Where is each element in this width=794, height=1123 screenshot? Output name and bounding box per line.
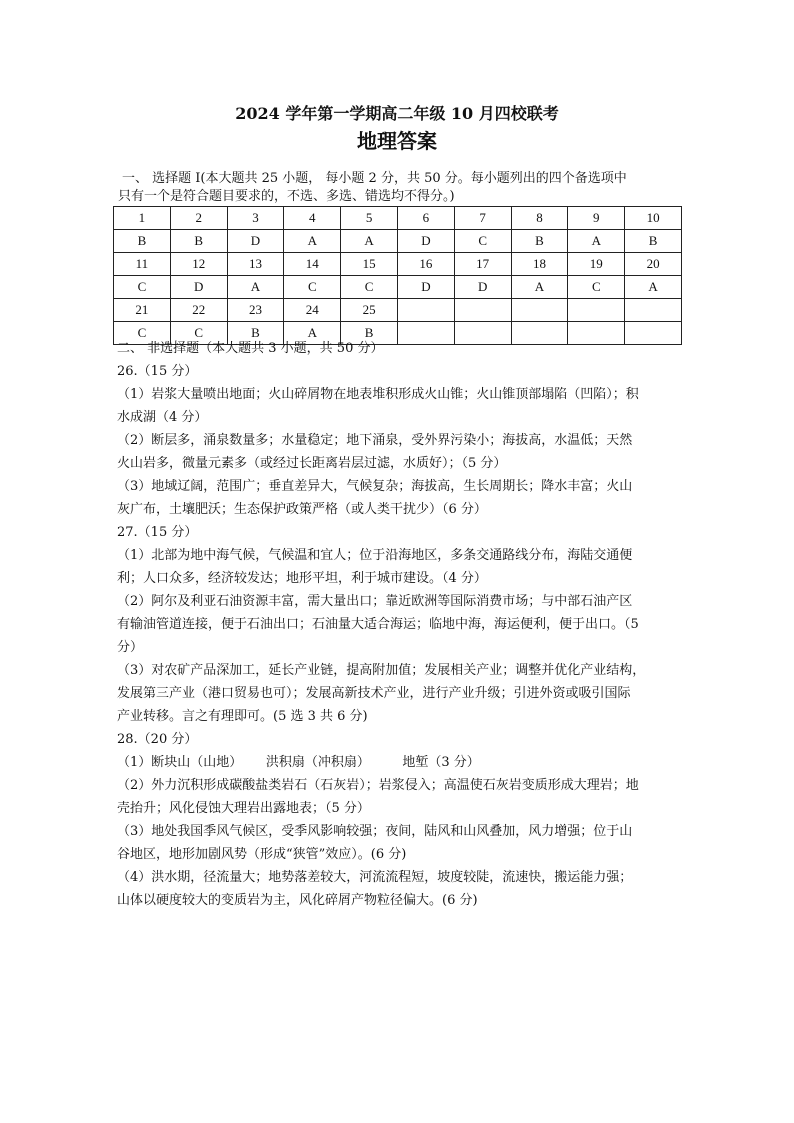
q27-answer3-line2: 发展第三产业（港口贸易也可）；发展高新技术产业，进行产业升级；引进外资或吸引国际 [117, 686, 631, 701]
q27-answer1-line2: 利；人口众多，经济较发达；地形平坦，利于城市建设。（4 分） [117, 571, 487, 586]
question-number-cell: 14 [284, 253, 341, 276]
question-number-cell [568, 299, 625, 322]
question-number-cell: 25 [341, 299, 398, 322]
question-number-cell: 15 [341, 253, 398, 276]
answer-cell: A [284, 230, 341, 253]
answer-table-row [114, 207, 682, 230]
answer-cell: D [170, 276, 227, 299]
q28-answer1: （1）断块山（山地） 洪积扇（冲积扇） 地堑（3 分） [117, 755, 480, 770]
answer-cell: B [625, 230, 682, 253]
answer-cell: B [511, 230, 568, 253]
section1-intro-line2: 只有一个是符合题目要求的，不选、多选、错选均不得分。) [118, 189, 455, 204]
section2 [117, 337, 683, 912]
question-number-cell [511, 299, 568, 322]
question-number-cell: 23 [227, 299, 284, 322]
q26-answer3-line1: （3）地域辽阔，范围广；垂直差异大，气候复杂；海拔高，生长周期长；降水丰富；火山 [117, 479, 633, 494]
question-number-cell: 8 [511, 207, 568, 230]
question-number-cell: 24 [284, 299, 341, 322]
q27-answer3-line3: 产业转移。言之有理即可。(5 选 3 共 6 分) [117, 709, 368, 724]
question-number-cell: 12 [170, 253, 227, 276]
question-number-cell [397, 299, 454, 322]
question-number-cell: 3 [227, 207, 284, 230]
answer-cell: D [454, 276, 511, 299]
q26-answer2-line1: （2）断层多，涌泉数量多；水量稳定；地下涌泉，受外界污染小；海拔高，水温低；天然 [117, 433, 633, 448]
q26-heading: 26.（15 分） [117, 364, 198, 379]
answer-table-row [114, 253, 682, 276]
question-number-cell: 10 [625, 207, 682, 230]
q27-answer1-line1: （1）北部为地中海气候，气候温和宜人；位于沿海地区，多条交通路线分布，海陆交通便 [117, 548, 633, 563]
answer-table-row [114, 230, 682, 253]
q28-answer3-line2: 谷地区，地形加剧风势（形成“狭管”效应）。(6 分) [117, 847, 407, 862]
question-number-cell: 18 [511, 253, 568, 276]
q28-answer2-line2: 壳抬升；风化侵蚀大理岩出露地表；（5 分） [117, 801, 370, 816]
section1-intro [118, 170, 680, 206]
answer-cell: B [170, 230, 227, 253]
question-number-cell: 22 [170, 299, 227, 322]
q28-answer2-line1: （2）外力沉积形成碳酸盐类岩石（石灰岩）；岩浆侵入；高温使石灰岩变质形成大理岩；地 [117, 778, 639, 793]
section1-intro-line1: 一、 选择题 I(本大题共 25 小题， 每小题 2 分，共 50 分。每小题列出的四个备选项中 [122, 171, 627, 186]
q26-answer3-line2: 灰广布，土壤肥沃；生态保护政策严格（或人类干扰少）（6 分） [117, 502, 487, 517]
question-number-cell: 16 [397, 253, 454, 276]
answer-cell: B [341, 322, 398, 345]
answer-cell: C [454, 230, 511, 253]
question-number-cell: 11 [114, 253, 171, 276]
q27-heading: 27.（15 分） [117, 525, 198, 540]
answer-table [113, 206, 682, 345]
q28-answer3-line1: （3）地处我国季风气候区，受季风影响较强；夜间，陆风和山风叠加，风力增强；位于山 [117, 824, 633, 839]
question-number-cell: 7 [454, 207, 511, 230]
question-number-cell [454, 299, 511, 322]
q27-answer2-line1: （2）阿尔及利亚石油资源丰富，需大量出口；靠近欧洲等国际消费市场；与中部石油产区 [117, 594, 633, 609]
question-number-cell: 5 [341, 207, 398, 230]
q27-answer2-line3: 分） [117, 640, 144, 655]
question-number-cell: 17 [454, 253, 511, 276]
page-title: 地理答案 [357, 129, 437, 153]
q27-answer3-line1: （3）对农矿产品深加工，延长产业链，提高附加值；发展相关产业；调整并优化产业结构， [117, 663, 646, 678]
answer-cell: C [568, 276, 625, 299]
section2-heading: 二、 非选择题（本大题共 3 小题，共 50 分） [117, 341, 384, 356]
answer-table-row [114, 299, 682, 322]
q26-answer1-line2: 水成湖（4 分） [117, 410, 208, 425]
answer-cell: C [341, 276, 398, 299]
q28-answer4-line2: 山体以硬度较大的变质岩为主，风化碎屑产物粒径偏大。(6 分) [117, 893, 478, 908]
answer-cell: C [170, 322, 227, 345]
answer-cell: A [568, 230, 625, 253]
answer-cell: D [227, 230, 284, 253]
answer-cell: C [114, 322, 171, 345]
answer-cell: A [511, 276, 568, 299]
answer-cell: B [114, 230, 171, 253]
answer-cell: B [227, 322, 284, 345]
answer-cell: A [227, 276, 284, 299]
question-number-cell: 20 [625, 253, 682, 276]
question-number-cell [625, 299, 682, 322]
answer-cell: D [397, 276, 454, 299]
question-number-cell: 19 [568, 253, 625, 276]
q26-answer2-line2: 火山岩多，微量元素多（或经过长距离岩层过滤，水质好）；（5 分） [117, 456, 507, 471]
answer-cell: C [284, 276, 341, 299]
q27-answer2-line2: 有输油管道连接，便于石油出口；石油量大适合海运；临地中海，海运便利，便于出口。（5 [117, 617, 639, 632]
question-number-cell: 6 [397, 207, 454, 230]
answer-cell: A [625, 276, 682, 299]
question-number-cell: 1 [114, 207, 171, 230]
q28-answer4-line1: （4）洪水期，径流量大；地势落差较大，河流流程短，坡度较陡，流速快，搬运能力强； [117, 870, 633, 885]
answer-cell: D [397, 230, 454, 253]
answer-cell: A [341, 230, 398, 253]
q26-answer1-line1: （1）岩浆大量喷出地面；火山碎屑物在地表堆积形成火山锥；火山锥顶部塌陷（凹陷）；积 [117, 387, 639, 402]
answer-table-row [114, 276, 682, 299]
question-number-cell: 13 [227, 253, 284, 276]
question-number-cell: 9 [568, 207, 625, 230]
question-number-cell: 2 [170, 207, 227, 230]
question-number-cell: 21 [114, 299, 171, 322]
answer-cell: C [114, 276, 171, 299]
q28-heading: 28.（20 分） [117, 732, 198, 747]
answer-cell: A [284, 322, 341, 345]
exam-title: 2024 学年第一学期高二年级 10 月四校联考 [235, 104, 559, 123]
question-number-cell: 4 [284, 207, 341, 230]
